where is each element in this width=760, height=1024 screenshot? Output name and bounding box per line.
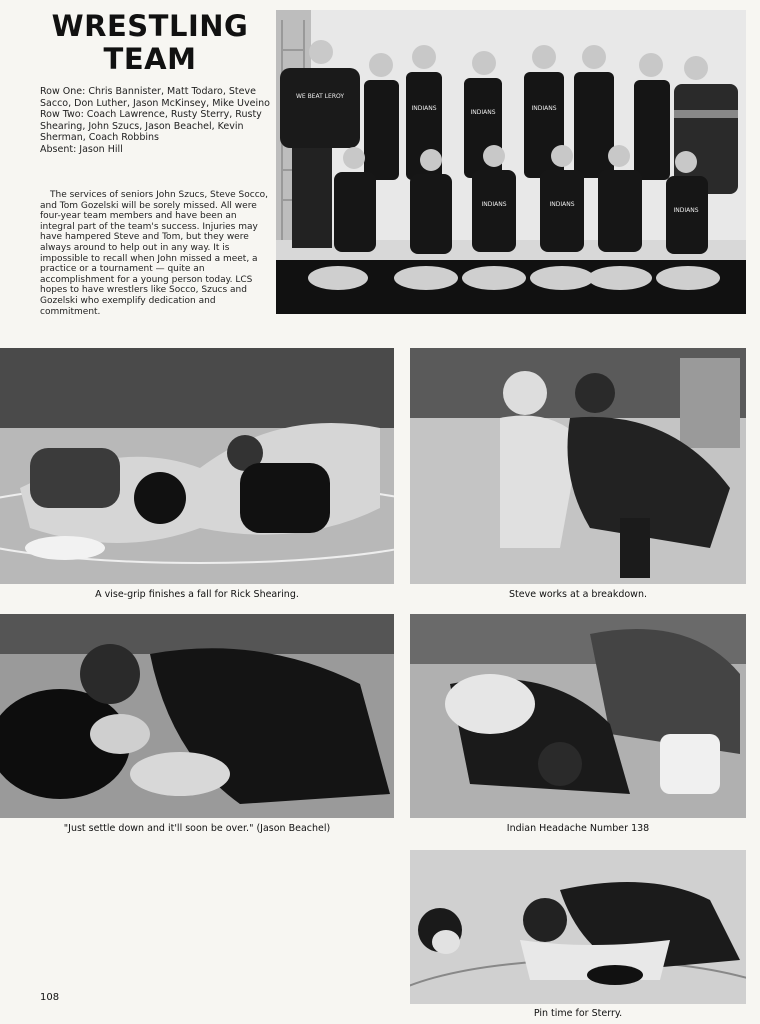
page-number: 108 xyxy=(40,992,60,1003)
photo-1-drawing xyxy=(0,348,394,584)
roster-row-two: Row Two: Coach Lawrence, Rusty Sterry, Rusty Shearing, John Szucs, Jason Beachel, Kevin Sherman, Coach Robbins xyxy=(40,109,262,144)
photo-4-caption: Indian Headache Number 138 xyxy=(506,823,650,834)
photo-5-caption: Pin time for Sterry. xyxy=(533,1008,623,1019)
photo-wrestling-2 xyxy=(410,348,746,584)
jersey-text: INDIANS xyxy=(470,109,496,116)
page-title xyxy=(40,10,260,76)
article-paragraph: The services of seniors John Szucs, Steve Socco, and Tom Gozelski will be sorely missed. All were four-year team members and have been an integral part of the team's success. Injuries may have hampered Steve and Tom, but they were always around to help out in any way. It is impossible to recall when John missed a meet, a practice or a tournament — quite an accomplishment for a young person today. LCS hopes to have wrestlers like Socco, Szucs and Gozelski who exemplify dedication and commitment. xyxy=(40,190,269,317)
photo-2-caption: Steve works at a breakdown. xyxy=(508,589,647,600)
jersey-text: INDIANS xyxy=(673,207,699,214)
title-line-2: TEAM xyxy=(103,42,197,76)
jersey-text: INDIANS xyxy=(531,105,557,112)
photo-wrestling-4 xyxy=(410,614,746,818)
jersey-text: INDIANS xyxy=(549,201,575,208)
photo-wrestling-1 xyxy=(0,348,394,584)
photo-3-caption: "Just settle down and it'll soon be over." (Jason Beachel) xyxy=(63,823,331,834)
photo-4-drawing xyxy=(410,614,746,818)
team-photo xyxy=(276,10,746,314)
title-line-1: WRESTLING xyxy=(51,9,249,43)
roster-row-one: Row One: Chris Bannister, Matt Todaro, Steve Sacco, Don Luther, Jason McKinsey, Mike Uveino xyxy=(40,86,270,109)
jersey-text: INDIANS xyxy=(411,105,437,112)
photo-wrestling-3 xyxy=(0,614,394,818)
photo-3-drawing xyxy=(0,614,394,818)
photo-wrestling-5 xyxy=(410,850,746,1004)
team-photo-drawing xyxy=(276,10,746,314)
roster-absent: Absent: Jason Hill xyxy=(40,143,123,155)
photo-5-drawing xyxy=(410,850,746,1004)
photo-2-drawing xyxy=(410,348,746,584)
jersey-text: INDIANS xyxy=(481,201,507,208)
roster-list xyxy=(40,86,272,156)
coach-shirt-text: WE BEAT LEROY xyxy=(295,93,345,100)
photo-1-caption: A vise-grip finishes a fall for Rick Shearing. xyxy=(95,589,299,600)
